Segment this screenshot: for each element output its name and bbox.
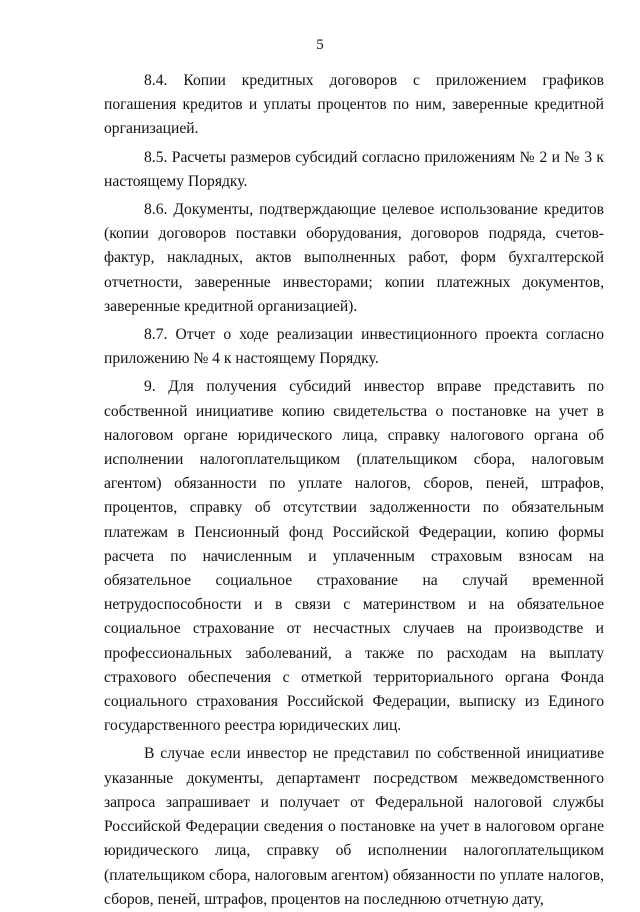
paragraph-9: 9. Для получения субсидий инвестор вправе представить по собственной инициативе копию свидетельства о постановке на учет в налоговом органе юридического лица, справку налогового органа об исполнении налогоплательщиком (плательщиком сбора, налоговым агентом) обязанности по уплате налогов, сборов, пеней, штрафов, процентов, справку об отсутствии задолженности по обязательным платежам в Пенсионный фонд Российской Федерации, копию формы расчета по начисленным и уплаченным страховым взносам на обязательное социальное страхование на случай временной нетрудоспособности и в связи с материнством и на обязательное социальное страхование от несчастных случаев на производстве и профессиональных заболеваний, а также по расходам на выплату страхового обеспечения с отметкой территориального органа Фонда социального страхования Российской Федерации, выписку из Единого государственного реестра юридических лиц. bbox=[104, 378, 604, 735]
paragraph-8-4: 8.4. Копии кредитных договоров с приложением графиков погашения кредитов и уплаты процентов по ним, заверенные кредитной организацией. bbox=[104, 72, 604, 138]
paragraph-8-5: 8.5. Расчеты размеров субсидий согласно приложениям № 2 и № 3 к настоящему Порядку. bbox=[104, 148, 604, 190]
document-body bbox=[104, 69, 604, 912]
paragraph-9-continuation: В случае если инвестор не представил по собственной инициативе указанные документы, департамент посредством межведомственного запроса запрашивает и получает от Федеральной налоговой службы Российской Федерации сведения о постановке на учет в налоговом органе юридического лица, справку об исполнении налогоплательщиком (плательщиком сбора, налоговым агентом) обязанности по уплате налогов, сборов, пеней, штрафов, процентов на последнюю отчетную дату, bbox=[104, 745, 604, 908]
page-number: 5 bbox=[316, 37, 324, 53]
paragraph-8-6: 8.6. Документы, подтверждающие целевое использование кредитов (копии договоров поставки оборудования, договоров подряда, счетов-фактур, накладных, актов выполненных работ, форм бухгалтерской отчетности, заверенные инвесторами; копии платежных документов, заверенные кредитной организацией). bbox=[104, 201, 604, 315]
paragraph-8-7: 8.7. Отчет о ходе реализации инвестиционного проекта согласно приложению № 4 к настоящему Порядку. bbox=[104, 326, 604, 368]
